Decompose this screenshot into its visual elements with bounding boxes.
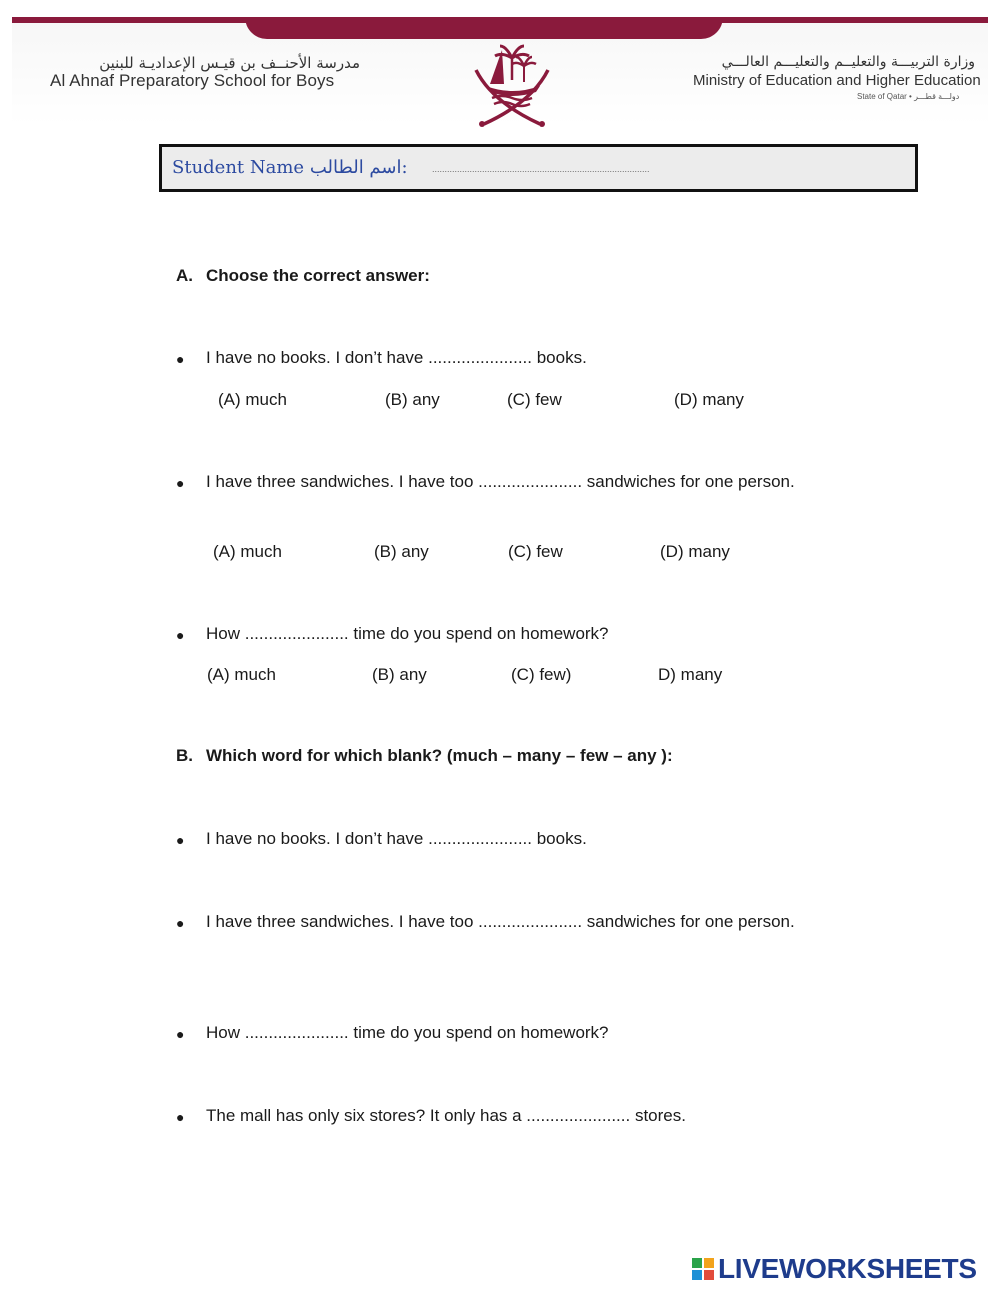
liveworksheets-logo-icon	[692, 1258, 714, 1280]
option-b[interactable]: (B) any	[385, 390, 440, 409]
bullet-icon: ●	[176, 1109, 185, 1125]
section-b-question-1: I have no books. I don’t have ...................... books.	[206, 829, 587, 848]
section-a-question-3: How ...................... time do you spend on homework?	[206, 624, 609, 643]
section-b-question-3: How ...................... time do you spend on homework?	[206, 1023, 609, 1042]
section-b-question-2: I have three sandwiches. I have too ...................... sandwiches for one person.	[206, 912, 795, 931]
option-b[interactable]: (B) any	[372, 665, 427, 684]
option-a[interactable]: (A) much	[213, 542, 282, 561]
option-b[interactable]: (B) any	[374, 542, 429, 561]
section-a-question-2: I have three sandwiches. I have too ...................... sandwiches for one person.	[206, 472, 795, 491]
ministry-name-arabic: وزارة التربيـــة والتعليــم والتعليـــم العالـــي	[721, 54, 975, 70]
option-c[interactable]: (C) few)	[511, 665, 572, 684]
school-name-english: Al Ahnaf Preparatory School for Boys	[50, 71, 335, 90]
section-a-letter: A.	[176, 266, 193, 285]
option-a[interactable]: (A) much	[207, 665, 276, 684]
qatar-emblem-icon	[462, 40, 562, 128]
section-b-question-4: The mall has only six stores? It only has a ...................... stores.	[206, 1106, 686, 1125]
header-top-tab	[245, 17, 723, 39]
section-a-title: Choose the correct answer:	[206, 266, 430, 285]
section-b-title: Which word for which blank? (much – many – few – any ):	[206, 746, 673, 765]
bullet-icon: ●	[176, 1026, 185, 1042]
ministry-name-english: Ministry of Education and Higher Education	[693, 72, 981, 89]
bullet-icon: ●	[176, 475, 185, 491]
option-d[interactable]: (D) many	[674, 390, 744, 409]
section-a-question-1: I have no books. I don’t have ...................... books.	[206, 348, 587, 367]
liveworksheets-brand[interactable]: LIVEWORKSHEETS	[718, 1253, 977, 1284]
section-b-letter: B.	[176, 746, 193, 765]
bullet-icon: ●	[176, 351, 185, 367]
bullet-icon: ●	[176, 915, 185, 931]
option-d[interactable]: D) many	[658, 665, 723, 684]
option-c[interactable]: (C) few	[507, 390, 562, 409]
school-name-arabic: مدرسة الأحنــف بن قيـس الإعداديـة للبنين	[99, 54, 360, 72]
option-d[interactable]: (D) many	[660, 542, 730, 561]
student-name-label: Student Name اسم الطالب:	[172, 157, 408, 178]
student-name-field[interactable]: .......................................................................................	[432, 164, 650, 174]
bullet-icon: ●	[176, 832, 185, 848]
state-of-qatar: State of Qatar • دولـــة قطـــر	[857, 92, 960, 101]
option-a[interactable]: (A) much	[218, 390, 287, 409]
option-c[interactable]: (C) few	[508, 542, 563, 561]
bullet-icon: ●	[176, 627, 185, 643]
